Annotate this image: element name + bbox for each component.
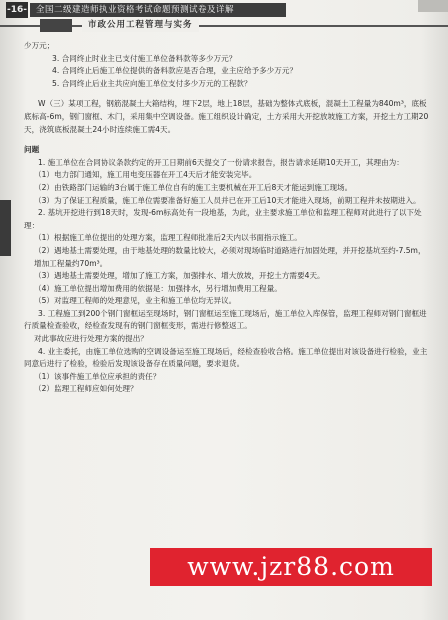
- paragraph-gap: [24, 90, 432, 98]
- binding-edge: [0, 200, 11, 256]
- subject-tag-block: [40, 19, 72, 32]
- text-line: 3. 合同终止时业主已支付施工单位备料款等多少万元？: [52, 53, 237, 63]
- text-line: （1）电力部门通知，施工用电变压器在开工4天后才能安装完毕。: [34, 170, 257, 180]
- text-line: （3）遇地基土需要处理，增加了施工方案，加强排水、增大放坡，开挖土方需要4天。: [34, 271, 325, 281]
- text-line: 5. 合同终止后业主共应向施工单位支付多少万元的工程款？: [52, 78, 252, 88]
- text-line: 2. 基坑开挖进行到18天时，发现-6m标高处有一段地基，为此，业主要求施工单位和监理工程师对此进行了以下处理：: [24, 208, 422, 230]
- subject-band: [0, 19, 448, 33]
- site-watermark: [150, 548, 432, 586]
- document-body: [24, 40, 432, 396]
- paragraph-gap: [24, 136, 432, 144]
- text-line: 1. 施工单位在合同协议条款约定的开工日期前6天提交了一份请求报告，报告请求延期10天开工，其理由为：: [38, 157, 404, 167]
- text-line: （2）监理工程师应如何处理？: [34, 384, 138, 394]
- text-line: （2）由铁路部门运输的3台属于施工单位自有的施工主要机械在开工后8天才能运到施工现场。: [34, 182, 353, 192]
- page-number: -16-: [6, 2, 28, 18]
- text-line: （1）该事件施工单位应承担的责任？: [34, 371, 161, 381]
- text-line: W（三）某项工程，钢筋混凝土大箱结构，埋下2层，地上18层，基础为整体式底板，混凝土工程量为840m³，底板底标高-6m，钢门窗框、木门，采用集中空调设备。施工组织设计确定，土方采用大开挖放坡施工方案，开挖土方工期20天，浇筑底板混凝土24小时连续施工需4天。: [24, 99, 429, 134]
- subject-title: 市政公用工程管理与实务: [82, 19, 199, 32]
- section-heading: 问题: [24, 145, 40, 155]
- text-line: （3）为了保证工程质量，施工单位需要准备好施工人员并已在开工后10天才能进入现场，前期工程并未按期进入。: [34, 195, 421, 205]
- text-line: 少万元；: [24, 41, 55, 50]
- text-line: （4）施工单位提出增加费用的依据是：加强排水，另行增加费用工程量。: [34, 283, 282, 293]
- text-line: 4. 业主委托，由施工单位选购的空调设备运至施工现场后，经检查验收合格。施工单位提出对该设备进行检验，业主同意后进行了检验，检验后发现该设备存在质量问题，要求退货。: [24, 346, 428, 369]
- watermark-text: www.jzr88.com: [187, 552, 395, 581]
- text-line: 4. 合同终止后施工单位提供的备料款应是否合理，业主应给予多少万元？: [52, 66, 298, 76]
- book-title: 全国二级建造师执业资格考试命题预测试卷及详解: [30, 3, 286, 17]
- page-header: [0, 0, 448, 38]
- text-line: （5）对监理工程师的处理意见，业主和施工单位均无异议。: [34, 296, 237, 306]
- text-line: 3. 工程施工到200个钢门窗框运至现场时，钢门窗框运至施工现场后，施工单位入库保管，监理工程师对钢门窗框进行质量检查验收，经检查发现有的钢门窗框变形，需进行修整返工。: [24, 308, 427, 331]
- text-line: （1）根据施工单位提出的处理方案，监理工程师批准后2天内以书面指示施工。: [34, 233, 302, 243]
- text-line: （2）遇地基土需要处理，由于地基处理的数量比较大，必须对现场临时道路进行加固处理，并开挖基坑至约-7.5m，增加工程量约70m³。: [34, 245, 426, 268]
- text-line: 对此事故应进行处理方案的提出？: [34, 334, 148, 344]
